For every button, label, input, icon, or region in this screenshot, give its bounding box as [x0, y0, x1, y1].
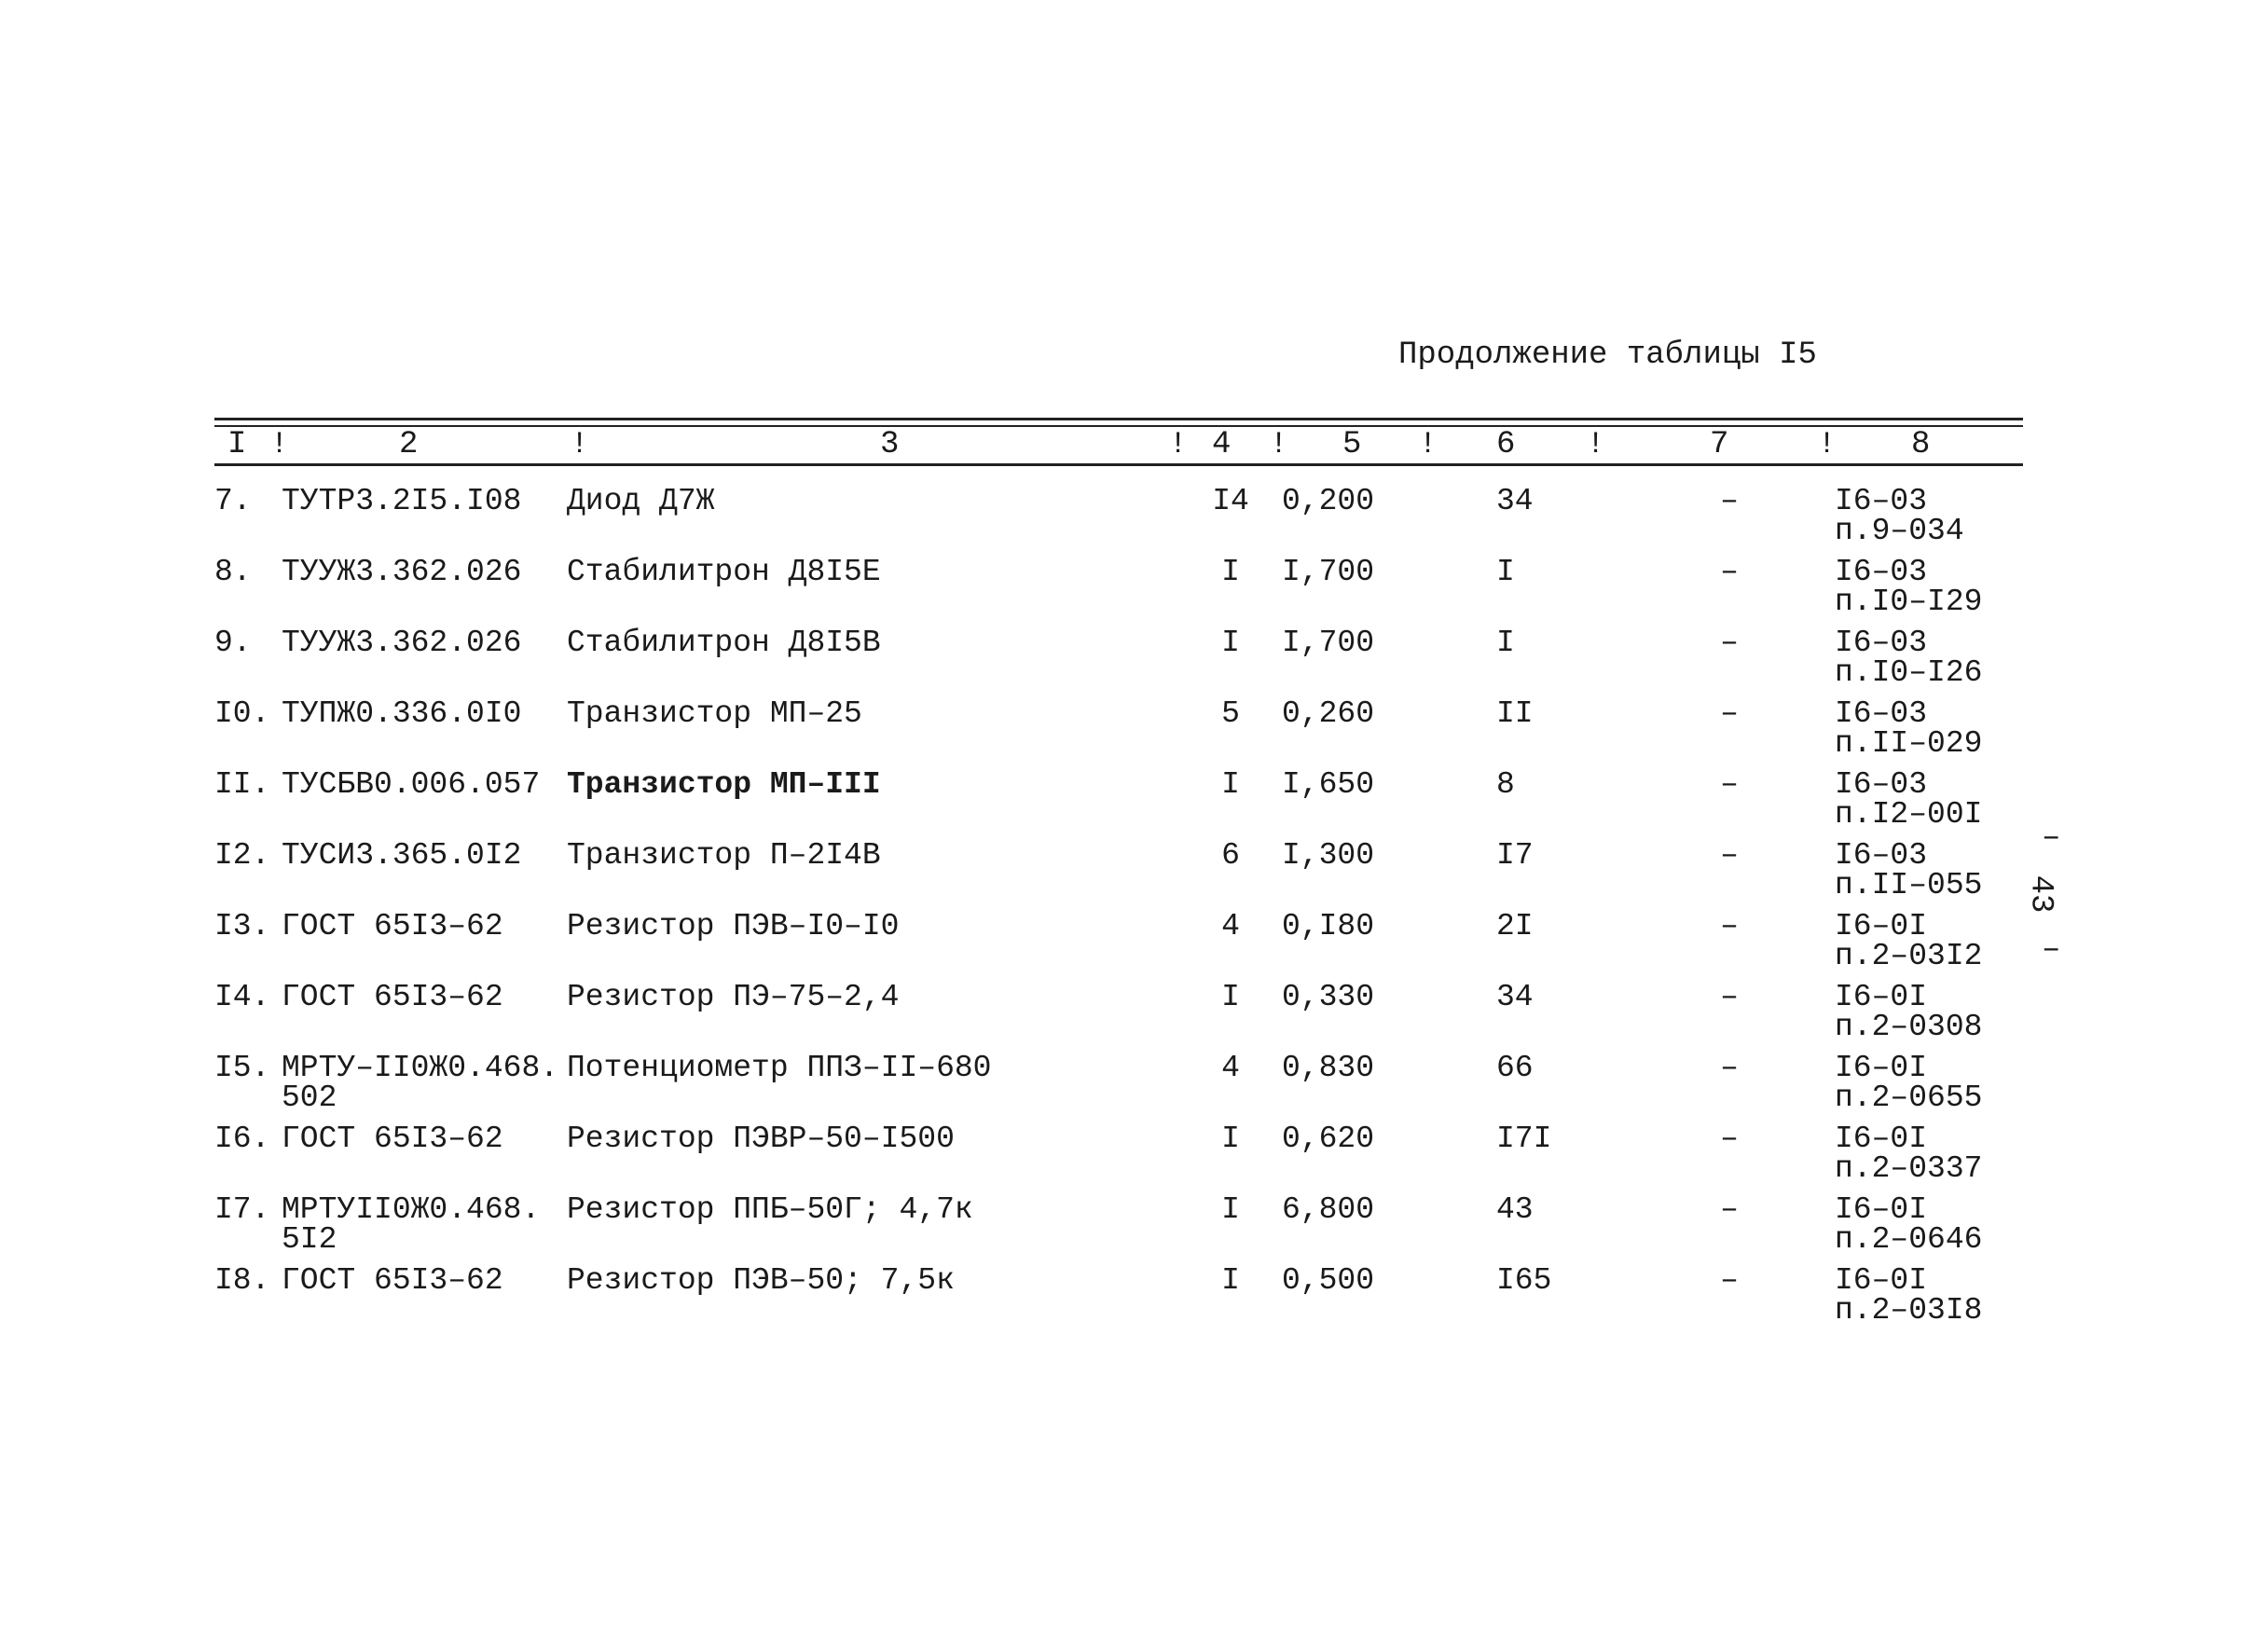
row-value: I,700: [1282, 555, 1375, 589]
row-name: Резистор ПЭВР–50–I500: [567, 1122, 955, 1156]
row-col7: –: [1720, 484, 1739, 518]
table-row: [0, 1192, 2257, 1266]
row-code-line: ТУУЖ3.362.026: [282, 626, 522, 660]
row-code-line: ТУСИ3.365.0I2: [282, 838, 522, 873]
table-row: [0, 838, 2257, 912]
header-separator: !: [270, 427, 289, 461]
table-row: [0, 980, 2257, 1053]
row-col6: 66: [1496, 1051, 1534, 1085]
row-code: [282, 1053, 558, 1113]
row-reference-line: п.II–055: [1835, 868, 1983, 902]
row-reference: [1835, 628, 1982, 688]
row-col6: I7: [1496, 838, 1534, 873]
row-code-line: ГОСТ 65I3–62: [282, 1263, 503, 1298]
row-code: [282, 1124, 503, 1154]
row-reference: [1835, 1053, 1982, 1113]
row-col7: –: [1720, 1051, 1739, 1085]
row-col6: 8: [1496, 767, 1515, 802]
row-number: I0.: [214, 696, 270, 731]
row-reference-line: п.2–03I8: [1835, 1293, 1983, 1328]
row-number: I3.: [214, 909, 270, 943]
row-col7: –: [1720, 1263, 1739, 1298]
row-quantity: I: [1221, 767, 1240, 802]
table-row: [0, 767, 2257, 841]
row-code-line: МРТУ–II0Ж0.468.: [282, 1051, 559, 1085]
row-name: Транзистор МП–25: [567, 696, 862, 731]
row-code: [282, 980, 503, 1014]
row-code: [282, 767, 541, 802]
row-number: I6.: [214, 1122, 270, 1156]
row-value: 0,500: [1282, 1263, 1375, 1298]
row-value: 0,200: [1282, 484, 1375, 518]
row-reference-line: п.I0–I26: [1835, 655, 1983, 690]
row-quantity: 4: [1221, 1051, 1240, 1085]
row-quantity: I: [1221, 555, 1240, 589]
header-col-4: 4: [1212, 427, 1232, 462]
row-number: 9.: [214, 626, 252, 660]
page-dash: –: [2042, 932, 2061, 968]
row-number: I7.: [214, 1192, 270, 1227]
row-name: Транзистор П–2I4В: [567, 838, 881, 873]
row-reference-line: I6–03: [1835, 838, 1928, 873]
row-name: Резистор ПЭВ–I0–I0: [567, 909, 900, 943]
row-code-line: ТУТР3.2I5.I08: [282, 484, 522, 518]
row-col7: –: [1720, 909, 1739, 943]
row-quantity: I: [1221, 1122, 1240, 1156]
row-code-line: 5I2: [282, 1222, 337, 1257]
row-reference: [1835, 980, 1983, 1044]
header-separator: !: [1419, 427, 1438, 461]
row-number: I2.: [214, 838, 270, 873]
row-value: 0,330: [1282, 980, 1375, 1014]
table-row: [0, 555, 2257, 628]
row-reference-line: п.9–034: [1835, 514, 1964, 548]
row-reference-line: I6–0I: [1835, 1263, 1928, 1298]
row-reference-line: I6–0I: [1835, 1122, 1928, 1156]
row-col6: II: [1496, 696, 1534, 731]
row-code: [282, 555, 522, 589]
row-col6: I7I: [1496, 1122, 1552, 1156]
header-col-5: 5: [1342, 427, 1362, 462]
row-code-line: ТУУЖ3.362.026: [282, 555, 522, 589]
row-value: 0,I80: [1282, 909, 1375, 943]
row-name: Резистор ПЭВ–50; 7,5к: [567, 1263, 955, 1298]
row-reference-line: п.2–0655: [1835, 1081, 1983, 1115]
row-reference-line: п.I0–I29: [1835, 585, 1983, 619]
row-col7: –: [1720, 555, 1739, 589]
row-reference-line: I6–0I: [1835, 909, 1928, 943]
row-col7: –: [1720, 1122, 1739, 1156]
page-number-value: 43: [2022, 874, 2058, 914]
row-quantity: 4: [1221, 909, 1240, 943]
row-name: Диод Д7Ж: [567, 484, 715, 518]
header-col-2: 2: [399, 427, 419, 462]
row-reference-line: п.2–03I2: [1835, 939, 1983, 973]
row-col7: –: [1720, 1192, 1739, 1227]
row-value: I,300: [1282, 838, 1375, 873]
row-col7: –: [1720, 696, 1739, 731]
row-reference-line: I6–0I: [1835, 980, 1928, 1014]
table-caption: Продолжение таблицы I5: [1398, 337, 1817, 373]
row-value: 0,620: [1282, 1122, 1375, 1156]
row-code-line: ГОСТ 65I3–62: [282, 980, 503, 1014]
row-col6: 2I: [1496, 909, 1534, 943]
row-number: 8.: [214, 555, 252, 589]
table-row: [0, 628, 2257, 699]
page-number: [2022, 820, 2068, 970]
header-rule-top: [214, 418, 2023, 420]
row-name: Транзистор МП–III: [567, 767, 881, 802]
row-code: [282, 696, 522, 731]
row-reference-line: I6–03: [1835, 767, 1928, 802]
header-separator: !: [1270, 427, 1288, 461]
row-quantity: I: [1221, 980, 1240, 1014]
row-code: [282, 909, 503, 943]
header-col-8: 8: [1911, 427, 1931, 462]
row-quantity: I4: [1212, 484, 1249, 518]
row-value: I,650: [1282, 767, 1375, 802]
row-quantity: 6: [1221, 838, 1240, 873]
row-value: 6,800: [1282, 1192, 1375, 1227]
row-quantity: 5: [1221, 696, 1240, 731]
row-col7: –: [1720, 767, 1739, 802]
row-quantity: I: [1221, 1192, 1240, 1227]
row-value: 0,830: [1282, 1051, 1375, 1085]
row-number: I5.: [214, 1051, 270, 1085]
row-number: I8.: [214, 1263, 270, 1298]
header-separator: !: [1169, 427, 1188, 461]
row-col7: –: [1720, 838, 1739, 873]
row-reference-line: п.II–029: [1835, 726, 1983, 761]
header-rule-bottom: [214, 463, 2023, 466]
row-code: [282, 1263, 503, 1298]
row-col6: 43: [1496, 1192, 1534, 1227]
row-reference-line: I6–03: [1835, 696, 1928, 731]
row-reference: [1835, 909, 1983, 973]
row-code: [282, 838, 522, 873]
header-rule-top-inner: [214, 425, 2023, 427]
row-code-line: ТУСБВ0.006.057: [282, 767, 541, 802]
table-row: [0, 1124, 2257, 1195]
row-reference-line: п.2–0308: [1835, 1010, 1983, 1044]
row-number: 7.: [214, 484, 252, 518]
row-reference: [1835, 1263, 1983, 1328]
row-reference: [1835, 767, 1983, 832]
row-code-line: ТУПЖ0.336.0I0: [282, 696, 522, 731]
row-code-line: ГОСТ 65I3–62: [282, 909, 503, 943]
table-row: [0, 909, 2257, 983]
row-number: II.: [214, 767, 270, 802]
header-col-3: 3: [880, 427, 900, 462]
row-value: I,700: [1282, 626, 1375, 660]
row-reference-line: I6–03: [1835, 484, 1928, 518]
row-code: [282, 484, 522, 518]
row-name: Стабилитрон Д8I5В: [567, 626, 881, 660]
header-col-1: I: [227, 427, 247, 462]
row-reference-line: I6–03: [1835, 626, 1928, 660]
row-reference: [1835, 838, 1983, 902]
row-reference-line: I6–03: [1835, 555, 1928, 589]
row-value: 0,260: [1282, 696, 1375, 731]
row-col7: –: [1720, 626, 1739, 660]
row-reference: [1835, 484, 1964, 548]
row-col6: 34: [1496, 484, 1534, 518]
row-code: [282, 628, 521, 658]
row-reference: [1835, 1192, 1983, 1257]
row-code-line: МРТУII0Ж0.468.: [282, 1192, 541, 1227]
header-separator: !: [1818, 427, 1837, 461]
table-row: [0, 1053, 2257, 1124]
row-code-line: ГОСТ 65I3–62: [282, 1122, 503, 1156]
header-col-6: 6: [1496, 427, 1516, 462]
table-row: [0, 696, 2257, 770]
row-reference-line: I6–0I: [1835, 1051, 1928, 1085]
row-reference: [1835, 1124, 1982, 1184]
row-quantity: I: [1221, 626, 1240, 660]
row-reference: [1835, 555, 1983, 619]
page-dash: –: [2042, 820, 2061, 856]
row-reference-line: I6–0I: [1835, 1192, 1928, 1227]
row-reference-line: п.2–0337: [1835, 1151, 1983, 1186]
row-col6: 34: [1496, 980, 1534, 1014]
header-separator: !: [571, 427, 589, 461]
row-col6: I: [1496, 555, 1515, 589]
row-name: Резистор ППБ–50Г; 4,7к: [567, 1192, 973, 1227]
row-reference-line: п.I2–00I: [1835, 797, 1983, 832]
row-number: I4.: [214, 980, 270, 1014]
row-quantity: I: [1221, 1263, 1240, 1298]
row-code: [282, 1192, 541, 1257]
row-col6: I: [1496, 626, 1515, 660]
row-reference-line: п.2–0646: [1835, 1222, 1983, 1257]
row-col6: I65: [1496, 1263, 1552, 1298]
row-reference: [1835, 696, 1983, 761]
table-row: [0, 484, 2257, 558]
row-col7: –: [1720, 980, 1739, 1014]
row-name: Стабилитрон Д8I5Е: [567, 555, 881, 589]
table-row: [0, 1263, 2257, 1337]
header-col-7: 7: [1710, 427, 1729, 462]
header-separator: !: [1587, 427, 1605, 461]
row-name: Потенциометр ППЗ–II–680: [567, 1051, 992, 1085]
row-code-line: 502: [282, 1081, 337, 1115]
row-name: Резистор ПЭ–75–2,4: [567, 980, 900, 1014]
